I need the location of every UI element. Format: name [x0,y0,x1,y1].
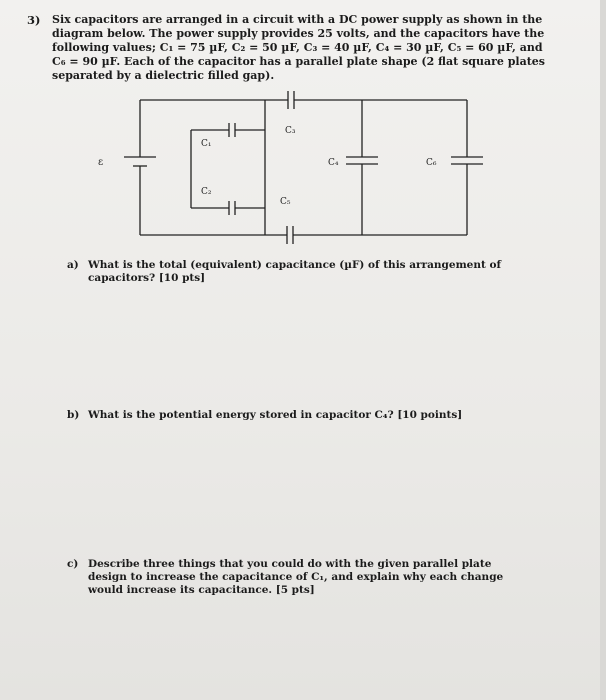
part-b-letter: b) [67,409,80,421]
emf-label: ε [98,157,104,168]
part-a-letter: a) [67,259,79,271]
part-c-text: Describe three things that you could do with the given parallel plate design to increase the capacitance of C₁, and explain why each change would increase its capacitance. [5 pts] [88,558,504,596]
c1-label: C₁ [201,139,212,149]
c6-label: C₆ [426,158,437,168]
c3-label: C₃ [285,126,296,136]
part-c-letter: c) [67,558,79,570]
c4-label: C₄ [328,158,339,168]
part-a-text: What is the total (equivalent) capacitance (µF) of this arrangement of capacitors? [10 pts] [88,259,502,284]
c5-label: C₅ [280,197,291,207]
part-b-text: What is the potential energy stored in capacitor C₄? [10 points] [88,409,463,421]
c2-label: C₂ [201,187,212,197]
question-intro: Six capacitors are arranged in a circuit with a DC power supply as shown in the diagram below. The power supply provides 25 volts, and the capacitors have the following values; C₁ = 75 µF, C₂ = 50 µF, C₃ = 40 µF, C₄ = 30 µF, C₅ = 60 µF, and C₆ = 90 µF. Each of the capacitor has a parallel plate shape (2 flat square plates separated by a dielectric filled gap). [52,13,545,82]
question-number: 3) [27,13,41,27]
